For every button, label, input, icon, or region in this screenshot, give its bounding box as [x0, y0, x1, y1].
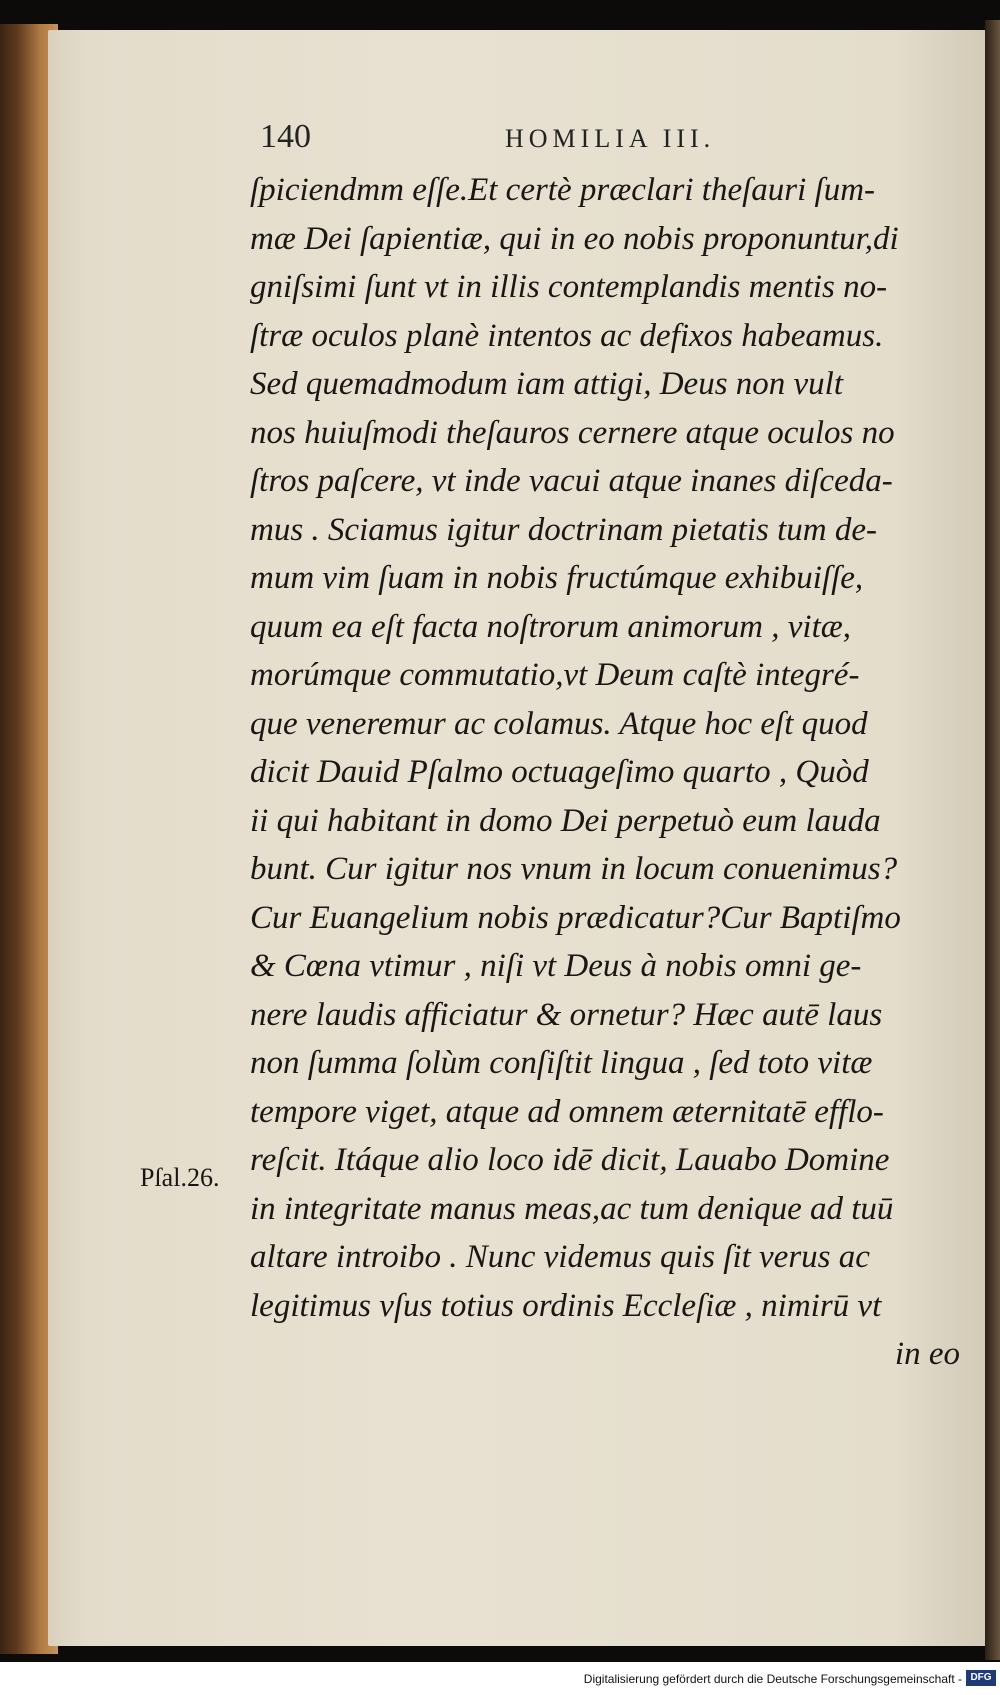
text-line: mæ Dei ſapientiæ, qui in eo nobis proponuntur,di	[250, 220, 899, 257]
text-line: Sed quemadmodum iam attigi, Deus non vult	[250, 366, 844, 402]
running-title: HOMILIA III.	[505, 124, 716, 153]
running-head	[260, 118, 960, 158]
text-line: tempore viget, atque ad omnem æternitatē efflo-	[250, 1093, 884, 1130]
text-line: dicit Dauid Pſalmo octuageſimo quarto , Quòd	[250, 754, 869, 790]
text-line: ſtros paſcere, vt inde vacui atque inanes diſceda-	[250, 463, 893, 499]
text-line: nos huiuſmodi theſauros cernere atque oculos no	[250, 414, 895, 451]
text-line: bunt. Cur igitur nos vnum in locum conuenimus?	[250, 851, 898, 887]
text-line: & Cœna vtimur , niſi vt Deus à nobis omni ge-	[250, 948, 862, 984]
page-number: 140	[260, 118, 311, 155]
text-line: gniſsimi ſunt vt in illis contemplandis mentis no-	[250, 269, 888, 305]
text-line: ſtræ oculos planè intentos ac defixos habeamus.	[250, 317, 884, 354]
footer-bar	[0, 1662, 1000, 1695]
text-line: mum vim ſuam in nobis fructúmque exhibuiſſe,	[250, 560, 864, 596]
text-line: morúmque commutatio,vt Deum caſtè integré-	[250, 657, 860, 693]
text-line: non ſumma ſolùm conſiſtit lingua , ſed toto vitæ	[250, 1045, 873, 1081]
text-line: quum ea eſt facta noſtrorum animorum , vitæ,	[250, 608, 851, 645]
text-line: nere laudis afficiatur & ornetur? Hæc autē laus	[250, 996, 883, 1033]
text-line: mus . Sciamus igitur doctrinam pietatis tum de-	[250, 511, 877, 548]
catchword: in eo	[894, 1336, 960, 1372]
text-line: in integritate manus meas,ac tum denique ad tuū	[250, 1190, 894, 1227]
text-line: ii qui habitant in domo Dei perpetuò eum lauda	[250, 802, 881, 839]
text-line: reſcit. Itáque alio loco idē dicit, Lauabo Domine	[250, 1142, 890, 1178]
text-line: que veneremur ac colamus. Atque hoc eſt quod	[250, 705, 868, 742]
text-line: ſpiciendmm eſſe.Et certè præclari theſauri ſum-	[250, 172, 876, 208]
dfg-logo: DFG	[966, 1670, 996, 1686]
text-line: legitimus vſus totius ordinis Eccleſiæ , nimirū vt	[250, 1287, 882, 1324]
page-right-edge	[985, 20, 1000, 1660]
body-text	[250, 166, 960, 1379]
margin-note: Pſal.26.	[140, 1163, 220, 1192]
text-line: Cur Euangelium nobis prædicatur?Cur Baptiſmo	[250, 899, 901, 936]
funding-credit: Digitalisierung gefördert durch die Deutsche Forschungsgemeinschaft -	[583, 1672, 962, 1686]
text-line: altare introibo . Nunc videmus quis ſit verus ac	[250, 1239, 870, 1275]
